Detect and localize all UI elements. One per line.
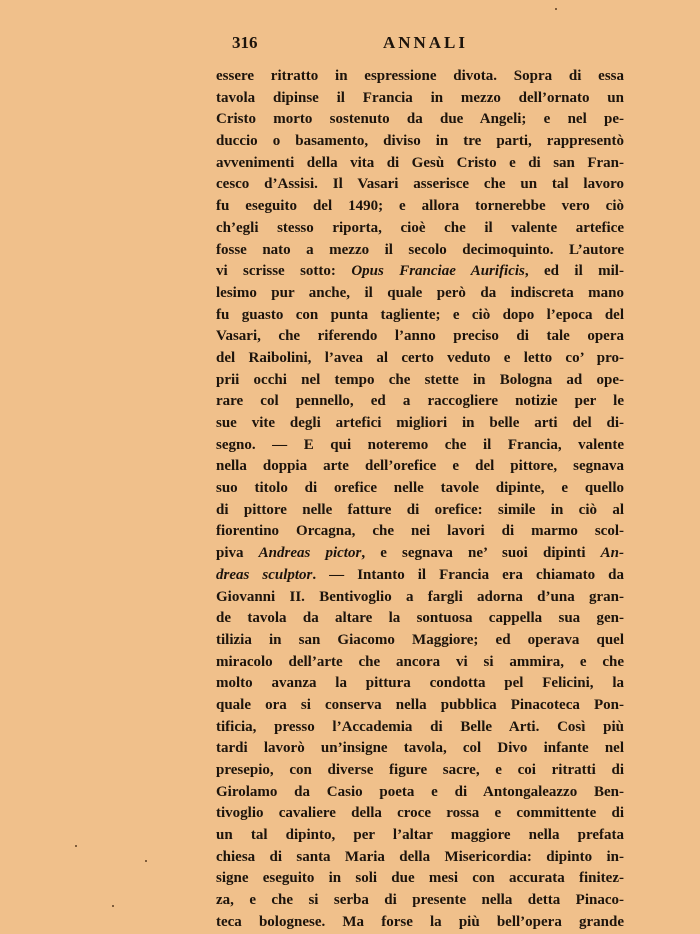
text-line: za, e che si serba di presente nella detta Pinaco- — [216, 892, 624, 909]
text-line: avvenimenti della vita di Gesù Cristo e di san Fran- — [216, 154, 624, 171]
text-line: tivoglio cavaliere della croce rossa e committente di — [216, 805, 624, 822]
italic-segment: Andreas pictor — [258, 545, 362, 562]
text-line: fu guasto con punta tagliente; e ciò dopo l’epoca del — [216, 306, 624, 323]
text-line: ch’egli stesso riporta, cioè che il valente artefice — [216, 219, 624, 236]
text-line: teca bolognese. Ma forse la più bell’opera grande — [216, 913, 624, 930]
paper-speck — [145, 860, 147, 862]
paper-speck — [75, 845, 77, 847]
text-line: de tavola da altare la sontuosa cappella sua gen- — [216, 610, 624, 627]
running-title: ANNALI — [382, 33, 468, 52]
italic-segment: An- — [600, 545, 624, 562]
text-line: dreas sculptor. — Intanto il Francia era chiamato da — [216, 566, 624, 583]
text-line: fosse nato a mezzo il secolo decimoquinto. L’autore — [216, 241, 624, 258]
text-line: Cristo morto sostenuto da due Angeli; e nel pe- — [216, 111, 624, 128]
text-line: suo titolo di orefice nelle tavole dipinte, e quello — [216, 480, 624, 497]
text-line: signe eseguito in soli due mesi con accurata finitez- — [216, 870, 624, 887]
text-line: piva Andreas pictor, e segnava ne’ suoi dipinti An- — [216, 545, 624, 562]
page-number: 316 — [232, 33, 258, 52]
text-line: molto avanza la pittura condotta pel Felicini, la — [216, 675, 624, 692]
text-line: nella doppia arte dell’orefice e del pittore, segnava — [216, 458, 624, 475]
text-line: un tal dipinto, per l’altar maggiore nella prefata — [216, 827, 624, 844]
text-line: rare col pennello, ed a raccogliere notizie per le — [216, 393, 624, 410]
italic-segment: dreas sculptor — [216, 566, 313, 583]
text-line: Vasari, che riferendo l’anno preciso di tale opera — [216, 328, 624, 345]
text-line: fiorentino Orcagna, che nei lavori di marmo scol- — [216, 523, 624, 540]
paper-speck — [112, 905, 114, 907]
text-line: vi scrisse sotto: Opus Franciae Aurificis, ed il mil- — [216, 263, 624, 280]
text-line: di pittore nelle fatture di orefice: simile in ciò al — [216, 501, 624, 518]
italic-segment: Opus Franciae Aurificis — [351, 263, 525, 280]
text-line: presepio, con diverse figure sacre, e coi ritratti di — [216, 762, 624, 778]
body-text — [216, 66, 624, 934]
text-line: quale ora si conserva nella pubblica Pinacoteca Pon- — [216, 696, 624, 713]
text-line: tardi lavorò un’insigne tavola, col Divo infante nel — [216, 740, 624, 757]
text-line: tavola dipinse il Francia in mezzo dell’ornato un — [216, 89, 624, 106]
text-line: sue vite degli artefici migliori in belle arti del di- — [216, 415, 624, 431]
text-line: cesco d’Assisi. Il Vasari asserisce che un tal lavoro — [216, 176, 624, 193]
text-line: del Raibolini, l’avea al certo veduto e letto co’ pro- — [216, 349, 624, 366]
text-line: prii occhi nel tempo che stette in Bologna ad ope- — [216, 371, 624, 388]
paper-speck — [555, 8, 557, 10]
text-line: lesimo pur anche, il quale però da indiscreta mano — [216, 284, 624, 301]
text-line: essere ritratto in espressione divota. Sopra di essa — [216, 68, 624, 84]
text-line: miracolo dell’arte che ancora vi si ammira, e che — [216, 653, 624, 670]
text-line: fu eseguito del 1490; e allora tornerebbe vero ciò — [216, 198, 624, 215]
page-header — [232, 33, 468, 57]
text-line: chiesa di santa Maria della Misericordia: dipinto in- — [216, 848, 624, 865]
text-line: tificia, presso l’Accademia di Belle Arti. Così più — [216, 718, 624, 735]
text-line: tilizia in san Giacomo Maggiore; ed operava quel — [216, 631, 624, 648]
text-line: Giovanni II. Bentivoglio a fargli adorna d’una gran- — [216, 588, 624, 605]
text-line: segno. — E qui noteremo che il Francia, valente — [216, 436, 624, 453]
text-line: Girolamo da Casio poeta e di Antongaleazzo Ben- — [216, 783, 624, 800]
text-line: duccio o basamento, diviso in tre parti, rappresentò — [216, 133, 624, 150]
